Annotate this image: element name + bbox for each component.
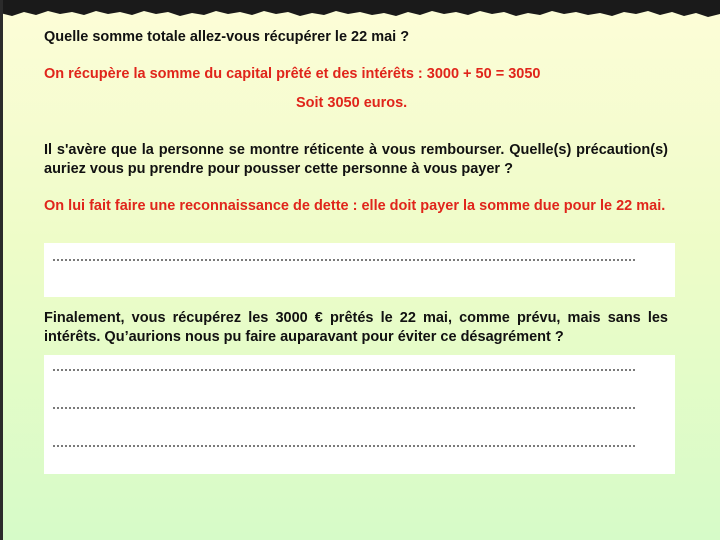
question-1: Quelle somme totale allez-vous récupérer le 22 mai ? — [44, 29, 410, 45]
page-left-border — [0, 0, 3, 540]
question-2: Il s'avère que la personne se montre réticente à vous rembourser. Quelle(s) précaution(s) auriez vous pu prendre pour pousser cette personne à vous payer ? — [44, 142, 668, 177]
answer-2: On lui fait faire une reconnaissance de dette : elle doit payer la somme due pour le 22 mai. — [44, 198, 666, 214]
dotted-answer-line — [52, 444, 636, 448]
answer-1-line-1: On récupère la somme du capital prêté et des intérêts : 3000 + 50 = 3050 — [44, 66, 541, 82]
question-3: Finalement, vous récupérez les 3000 € prêtés le 22 mai, comme prévu, mais sans les intérêts. Qu’aurions nous pu faire auparavant pour éviter ce désagrément ? — [44, 310, 668, 345]
dotted-answer-line — [52, 368, 636, 372]
dotted-answer-line — [52, 258, 636, 262]
answer-area-2[interactable] — [44, 243, 675, 297]
dotted-answer-line — [52, 406, 636, 410]
answer-1-line-2: Soit 3050 euros. — [296, 95, 408, 111]
answer-area-3[interactable] — [44, 355, 675, 474]
torn-paper-edge — [0, 0, 720, 22]
